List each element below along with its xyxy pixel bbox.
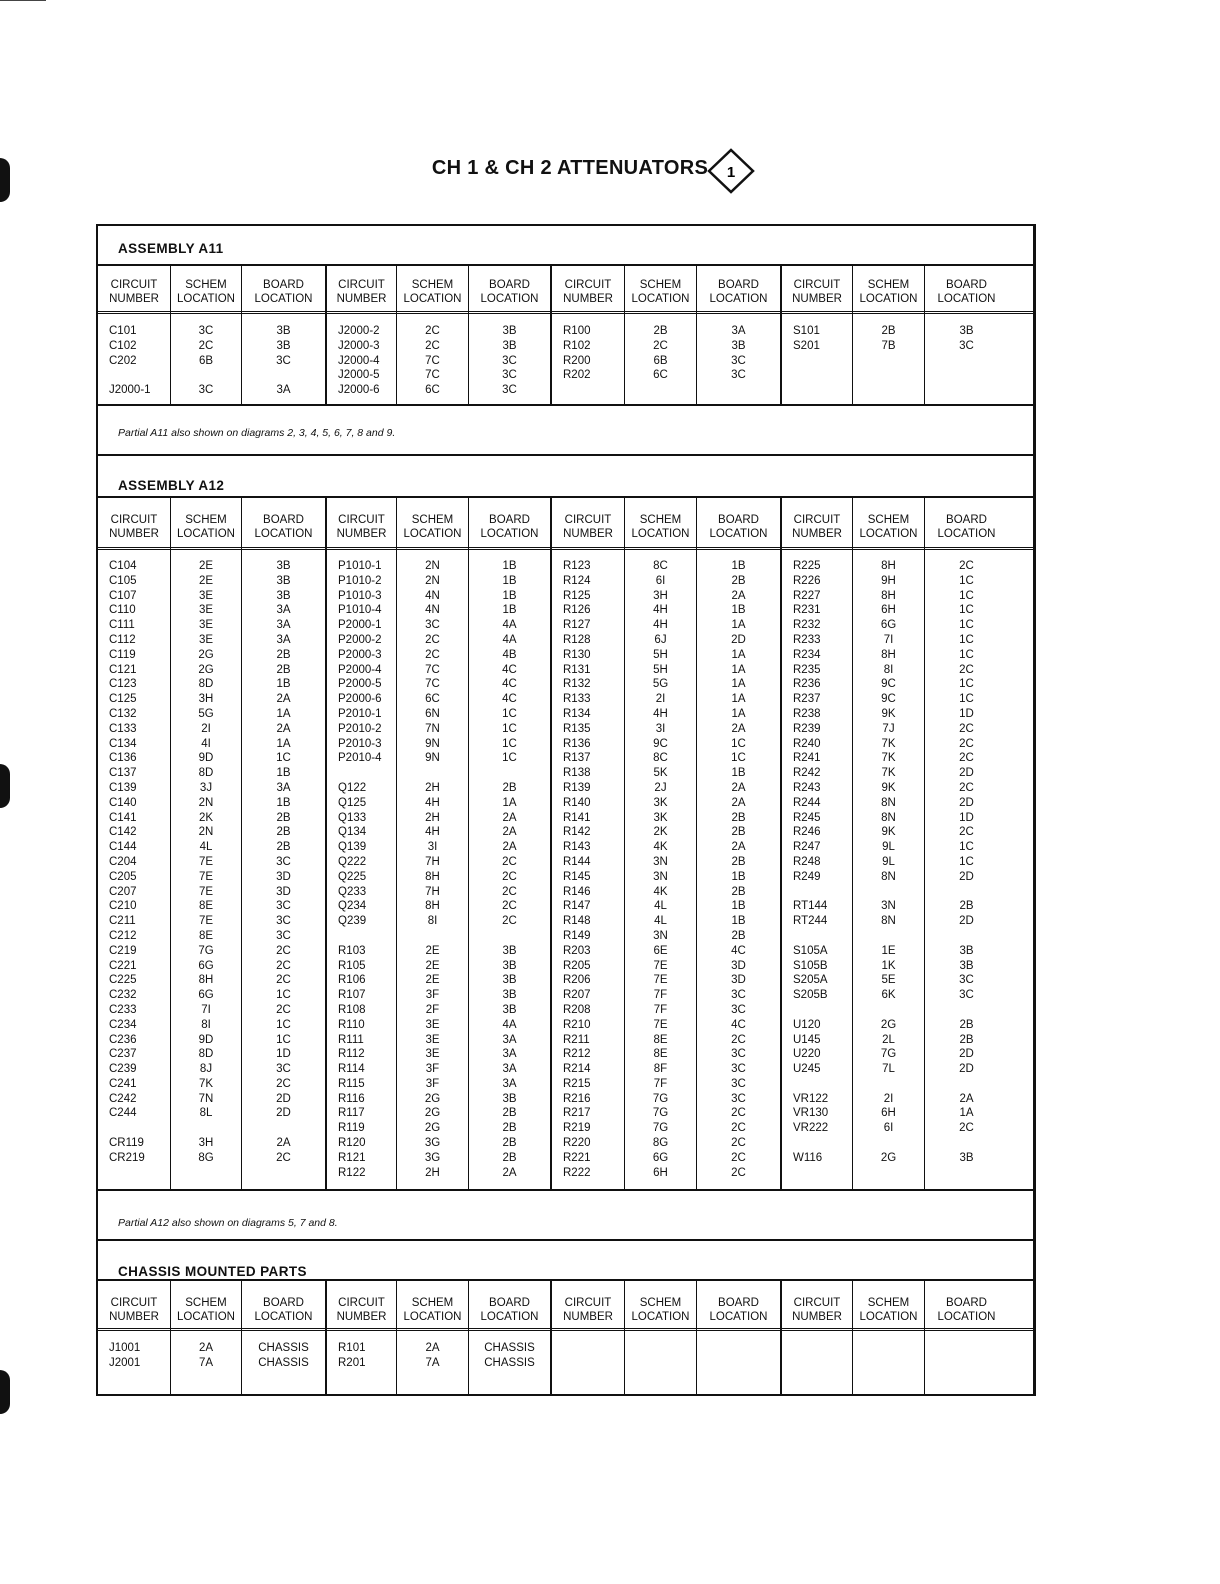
board-header: BOARD LOCATION	[937, 1297, 996, 1323]
board-values: CHASSIS CHASSIS	[258, 1342, 309, 1369]
a11-circuit-column-3	[550, 266, 624, 404]
board-header: BOARD LOCATION	[709, 279, 768, 305]
a12-grid	[98, 496, 1033, 1189]
chassis-board-column-4	[924, 1281, 1008, 1394]
page-title: CH 1 & CH 2 ATTENUATORS	[431, 157, 709, 179]
chassis-schem-column-3	[624, 1281, 696, 1394]
circuit-values: R123 R124 R125 R126 R127 R128 R130 R131 R132 R133 R134 R135 R136 R137 R138 R139 R140 R141 R142 R143 R144 R145 R146 R147 R148 R149 R203 R205 R206 R207 R208 R210 R211 R212 R214 R215 R216 R217 R219 R220 R221 R222	[563, 560, 591, 1179]
circuit-header: CIRCUIT NUMBER	[563, 514, 613, 540]
a12-schem-column-3	[624, 498, 696, 1189]
circuit-values: J1001 J2001	[109, 1342, 141, 1369]
schem-header: SCHEM LOCATION	[859, 514, 918, 540]
a11-label: ASSEMBLY A11	[118, 241, 224, 256]
chassis-circuit-column-2	[325, 1281, 396, 1394]
schem-header: SCHEM LOCATION	[631, 279, 690, 305]
a12-board-column-2	[468, 498, 550, 1189]
diagram-number: 1	[726, 164, 736, 181]
schem-header: SCHEM LOCATION	[403, 1297, 462, 1323]
a11-schem-column-4	[852, 266, 924, 404]
chassis-section-header	[98, 1239, 1033, 1279]
board-header: BOARD LOCATION	[480, 514, 539, 540]
board-values: 2C 1C 1C 1C 1C 1C 1C 2C 1C 1C 1D 2C 2C 2C 2D 2C 2D 1D 2C 1C 1C 2D 2B 2D 3B 3B 3C 3C 2B 2B 2D 2D 2A 1A 2C 3B	[959, 560, 974, 1164]
a12-section-header	[98, 454, 1033, 496]
circuit-header: CIRCUIT NUMBER	[792, 1297, 842, 1323]
circuit-header: CIRCUIT NUMBER	[792, 279, 842, 305]
a11-circuit-column-4	[780, 266, 852, 404]
chassis-board-column-3	[696, 1281, 780, 1394]
chassis-board-column-2	[468, 1281, 550, 1394]
a12-label: ASSEMBLY A12	[118, 478, 225, 493]
schem-header: SCHEM LOCATION	[859, 1297, 918, 1323]
a12-circuit-column-2	[325, 498, 396, 1189]
schem-header: SCHEM LOCATION	[859, 279, 918, 305]
chassis-label: CHASSIS MOUNTED PARTS	[118, 1264, 307, 1279]
a12-board-column-1	[241, 498, 325, 1189]
a12-circuit-column-1	[98, 498, 170, 1189]
circuit-header: CIRCUIT NUMBER	[336, 1297, 387, 1323]
a12-schem-column-2	[396, 498, 468, 1189]
board-values: 1B 1B 1B 1B 4A 4A 4B 4C 4C 4C 1C 1C 1C 1C 2B 1A 2A 2A 2A 2C 2C 2C 2C 2C 3B 3B 3B 3B 3B 4A 3A 3A 3A 3A 3B 2B 2B 2B 2B 2A	[502, 560, 517, 1179]
a12-circuit-column-3	[550, 498, 624, 1189]
schem-header: SCHEM LOCATION	[403, 279, 462, 305]
a11-schem-column-3	[624, 266, 696, 404]
schem-values: 2A 7A	[198, 1342, 214, 1369]
circuit-values: R225 R226 R227 R231 R232 R233 R234 R235 R236 R237 R238 R239 R240 R241 R242 R243 R244 R245 R246 R247 R248 R249 RT144 RT244 S105A S105B S205A S205B U120 U145 U220 U245 VR122 VR130 VR222 W116	[793, 560, 829, 1164]
a12-board-column-3	[696, 498, 780, 1189]
a12-note-row	[98, 1189, 1033, 1239]
board-header: BOARD LOCATION	[480, 1297, 539, 1323]
chassis-board-column-1	[241, 1281, 325, 1394]
board-header: BOARD LOCATION	[709, 1297, 768, 1323]
a11-board-column-4	[924, 266, 1008, 404]
chassis-grid	[98, 1279, 1033, 1394]
schem-values: 2E 2E 3E 3E 3E 3E 2G 2G 8D 3H 5G 2I 4I 9D 8D 3J 2N 2K 2N 4L 7E 7E 7E 8E 7E 8E 7G 6G 8H 6G 7I 8I 9D 8D 8J 7K 7N 8L 3H 8G	[198, 560, 214, 1164]
chassis-circuit-column-3	[550, 1281, 624, 1394]
board-header: BOARD LOCATION	[709, 514, 768, 540]
circuit-values: R101 R201	[338, 1342, 366, 1369]
a12-note: Partial A12 also shown on diagrams 5, 7 and 8.	[118, 1217, 338, 1229]
a11-board-column-3	[696, 266, 780, 404]
schem-values: 3C 2C 6B 3C	[198, 325, 214, 397]
board-header: BOARD LOCATION	[254, 279, 313, 305]
chassis-circuit-column-4	[780, 1281, 852, 1394]
a11-board-column-2	[468, 266, 550, 404]
schem-values: 2B 2C 6B 6C	[653, 325, 668, 382]
a11-schem-column-2	[396, 266, 468, 404]
circuit-header: CIRCUIT NUMBER	[109, 279, 159, 305]
circuit-header: CIRCUIT NUMBER	[792, 514, 842, 540]
a11-note-row	[98, 404, 1033, 454]
binder-hole-bottom	[0, 1370, 10, 1414]
board-values: 3B 3B 3B 3A 3A 3A 2B 2B 1B 2A 1A 2A 1A 1C 1B 3A 1B 2B 2B 2B 3C 3D 3D 3C 3C 3C 2C 2C 2C 1C 2C 1C 1C 1D 3C 2C 2D 2D 2A 2C	[276, 560, 291, 1164]
schem-values: 2B 7B	[881, 325, 896, 352]
schem-header: SCHEM LOCATION	[177, 1297, 235, 1323]
circuit-header: CIRCUIT NUMBER	[109, 514, 159, 540]
schem-header: SCHEM LOCATION	[631, 1297, 690, 1323]
chassis-schem-column-2	[396, 1281, 468, 1394]
schem-values: 2C 2C 7C 7C 6C	[425, 325, 440, 397]
a12-schem-column-4	[852, 498, 924, 1189]
a12-board-column-4	[924, 498, 1008, 1189]
a12-schem-column-1	[170, 498, 241, 1189]
circuit-header: CIRCUIT NUMBER	[336, 514, 387, 540]
board-values: 3B 3C	[959, 325, 974, 352]
a12-circuit-column-4	[780, 498, 852, 1189]
chassis-schem-column-1	[170, 1281, 241, 1394]
board-values: 1B 2B 2A 1B 1A 2D 1A 1A 1A 1A 1A 2A 1C 1C 1B 2A 2A 2B 2B 2A 2B 1B 2B 1B 1B 2B 4C 3D 3D 3C 3C 4C 2C 3C 3C 3C 3C 2C 2C 2C 2C 2C	[731, 560, 746, 1179]
board-values: CHASSIS CHASSIS	[484, 1342, 535, 1369]
circuit-values: C104 C105 C107 C110 C111 C112 C119 C121 C123 C125 C132 C133 C134 C136 C137 C139 C140 C141 C142 C144 C204 C205 C207 C210 C211 C212 C219 C221 C225 C232 C233 C234 C236 C237 C239 C241 C242 C244 CR119 CR219	[109, 560, 145, 1164]
diagram-number-diamond	[706, 148, 756, 194]
schem-header: SCHEM LOCATION	[403, 514, 462, 540]
schem-values: 8C 6I 3H 4H 4H 6J 5H 5H 5G 2I 4H 3I 9C 8C 5K 2J 3K 3K 2K 4K 3N 3N 4K 4L 4L 3N 6E 7E 7E 7F 7F 7E 8E 8E 8F 7F 7G 7G 7G 8G 6G 6H	[652, 560, 669, 1179]
circuit-values: C101 C102 C202 J2000-1	[109, 325, 151, 397]
schem-header: SCHEM LOCATION	[177, 514, 235, 540]
schem-values: 2N 2N 4N 4N 3C 2C 2C 7C 7C 6C 6N 7N 9N 9N 2H 4H 2H 4H 3I 7H 8H 7H 8H 8I 2E 2E 2E 3F 2F 3E 3E 3E 3F 3F 2G 2G 2G 3G 3G 2H	[424, 560, 441, 1179]
a11-section-header	[98, 226, 1033, 264]
chassis-circuit-column-1	[98, 1281, 170, 1394]
board-header: BOARD LOCATION	[254, 514, 313, 540]
board-header: BOARD LOCATION	[254, 1297, 313, 1323]
a11-board-column-1	[241, 266, 325, 404]
circuit-values: R100 R102 R200 R202	[563, 325, 591, 382]
board-header: BOARD LOCATION	[937, 279, 996, 305]
binder-hole-middle	[0, 764, 10, 808]
schem-header: SCHEM LOCATION	[631, 514, 690, 540]
parts-location-table	[96, 224, 1036, 1396]
chassis-schem-column-4	[852, 1281, 924, 1394]
circuit-header: CIRCUIT NUMBER	[336, 279, 387, 305]
a11-circuit-column-1	[98, 266, 170, 404]
schem-header: SCHEM LOCATION	[177, 279, 235, 305]
a11-schem-column-1	[170, 266, 241, 404]
board-values: 3B 3B 3C 3C 3C	[502, 325, 517, 397]
schem-values: 8H 9H 8H 6H 6G 7I 8H 8I 9C 9C 9K 7J 7K 7K 7K 9K 8N 8N 9K 9L 9L 8N 3N 8N 1E 1K 5E 6K 2G 2L 7G 7L 2I 6H 6I 2G	[880, 560, 897, 1164]
a11-grid	[98, 264, 1033, 404]
board-values: 3B 3B 3C 3A	[276, 325, 291, 397]
board-header: BOARD LOCATION	[937, 514, 996, 540]
a11-circuit-column-2	[325, 266, 396, 404]
circuit-header: CIRCUIT NUMBER	[563, 279, 613, 305]
corner-mark	[0, 0, 46, 1]
circuit-values: S101 S201	[793, 325, 820, 352]
circuit-values: P1010-1 P1010-2 P1010-3 P1010-4 P2000-1 P2000-2 P2000-3 P2000-4 P2000-5 P2000-6 P2010-1 P2010-2 P2010-3 P2010-4 Q122 Q125 Q133 Q134 Q139 Q222 Q225 Q233 Q234 Q239 R103 R105 R106 R107 R108 R110 R111 R112 R114 R115 R116 R117 R119 R120 R121 R122	[338, 560, 382, 1179]
schem-values: 2A 7A	[425, 1342, 440, 1369]
circuit-values: J2000-2 J2000-3 J2000-4 J2000-5 J2000-6	[338, 325, 380, 397]
board-values: 3A 3B 3C 3C	[731, 325, 746, 382]
a11-note: Partial A11 also shown on diagrams 2, 3, 4, 5, 6, 7, 8 and 9.	[118, 427, 396, 439]
circuit-header: CIRCUIT NUMBER	[563, 1297, 613, 1323]
circuit-header: CIRCUIT NUMBER	[109, 1297, 159, 1323]
board-header: BOARD LOCATION	[480, 279, 539, 305]
